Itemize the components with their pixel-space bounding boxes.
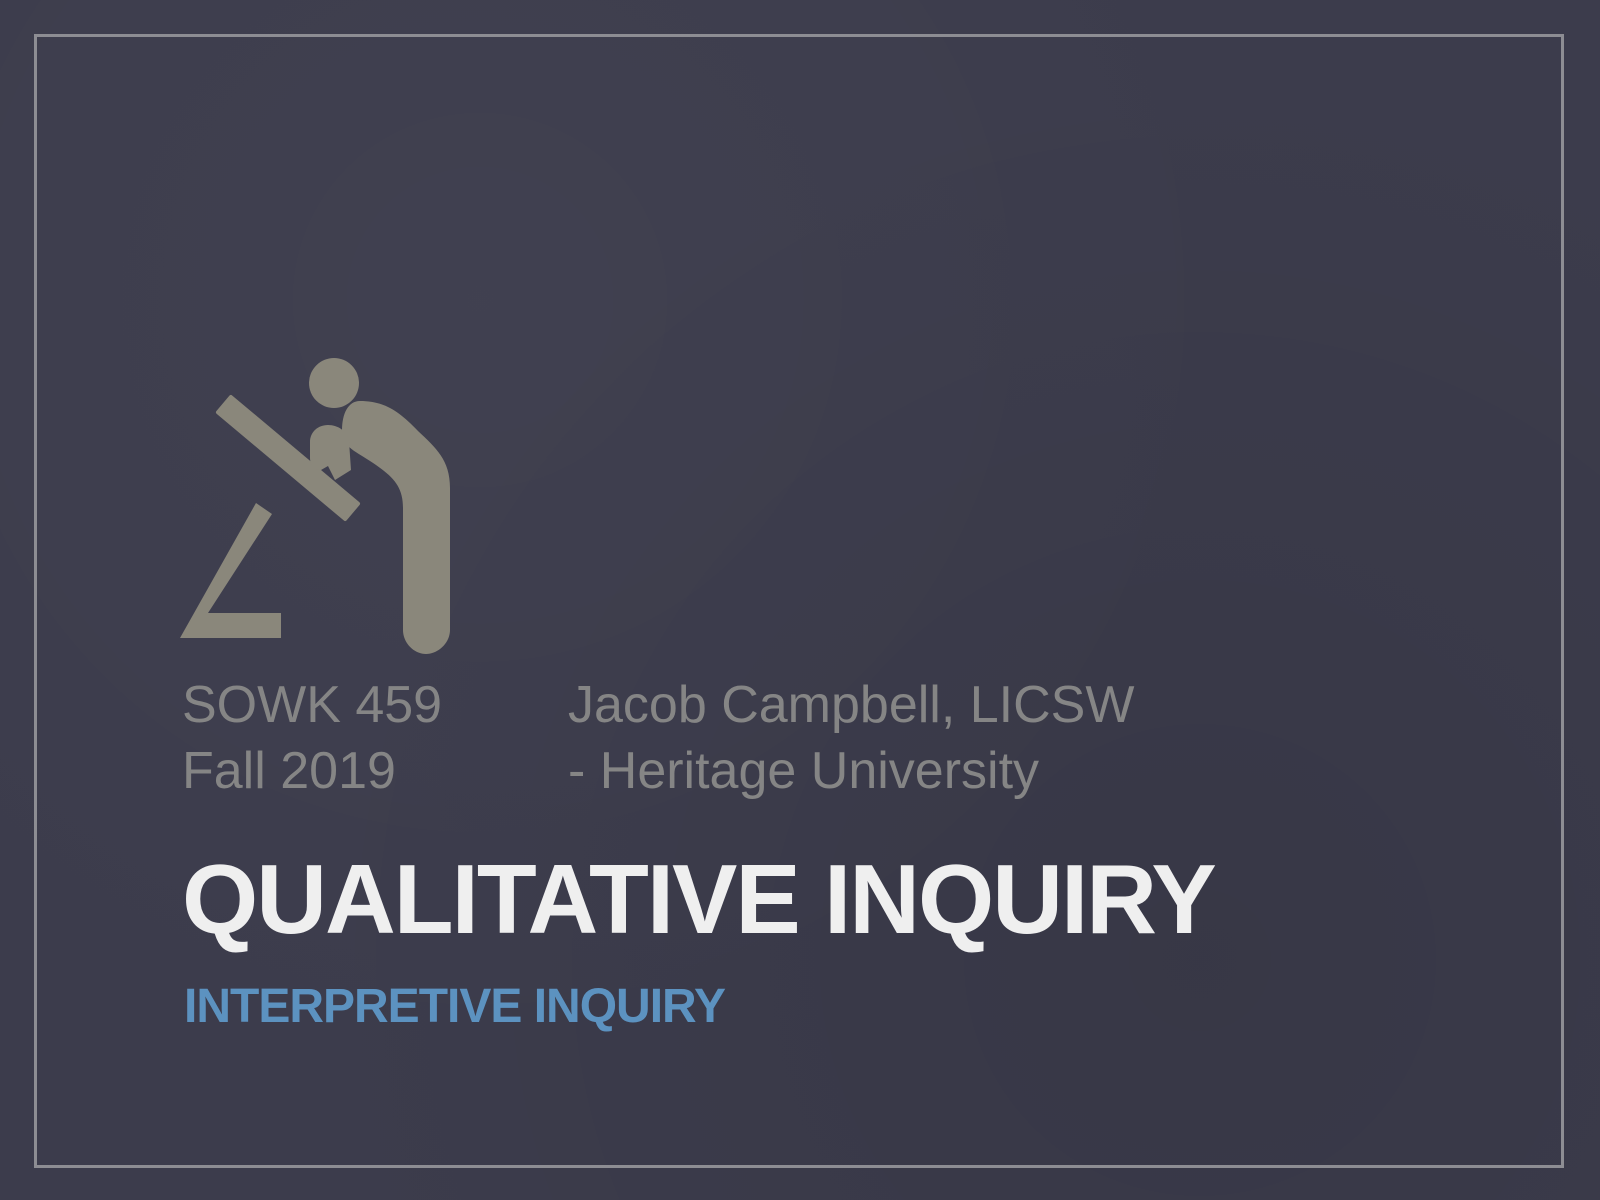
instructor-info [568, 672, 1134, 804]
course-term: Fall 2019 [182, 742, 396, 800]
slide-title: QUALITATIVE INQUIRY [182, 844, 1215, 954]
slide-subtitle: INTERPRETIVE INQUIRY [184, 980, 725, 1033]
instructor-name: Jacob Campbell, LICSW [568, 676, 1135, 734]
course-info [182, 672, 442, 804]
course-code: SOWK 459 [182, 676, 443, 734]
telescope-observer-icon [178, 358, 453, 658]
institution-name: - Heritage University [568, 742, 1040, 800]
